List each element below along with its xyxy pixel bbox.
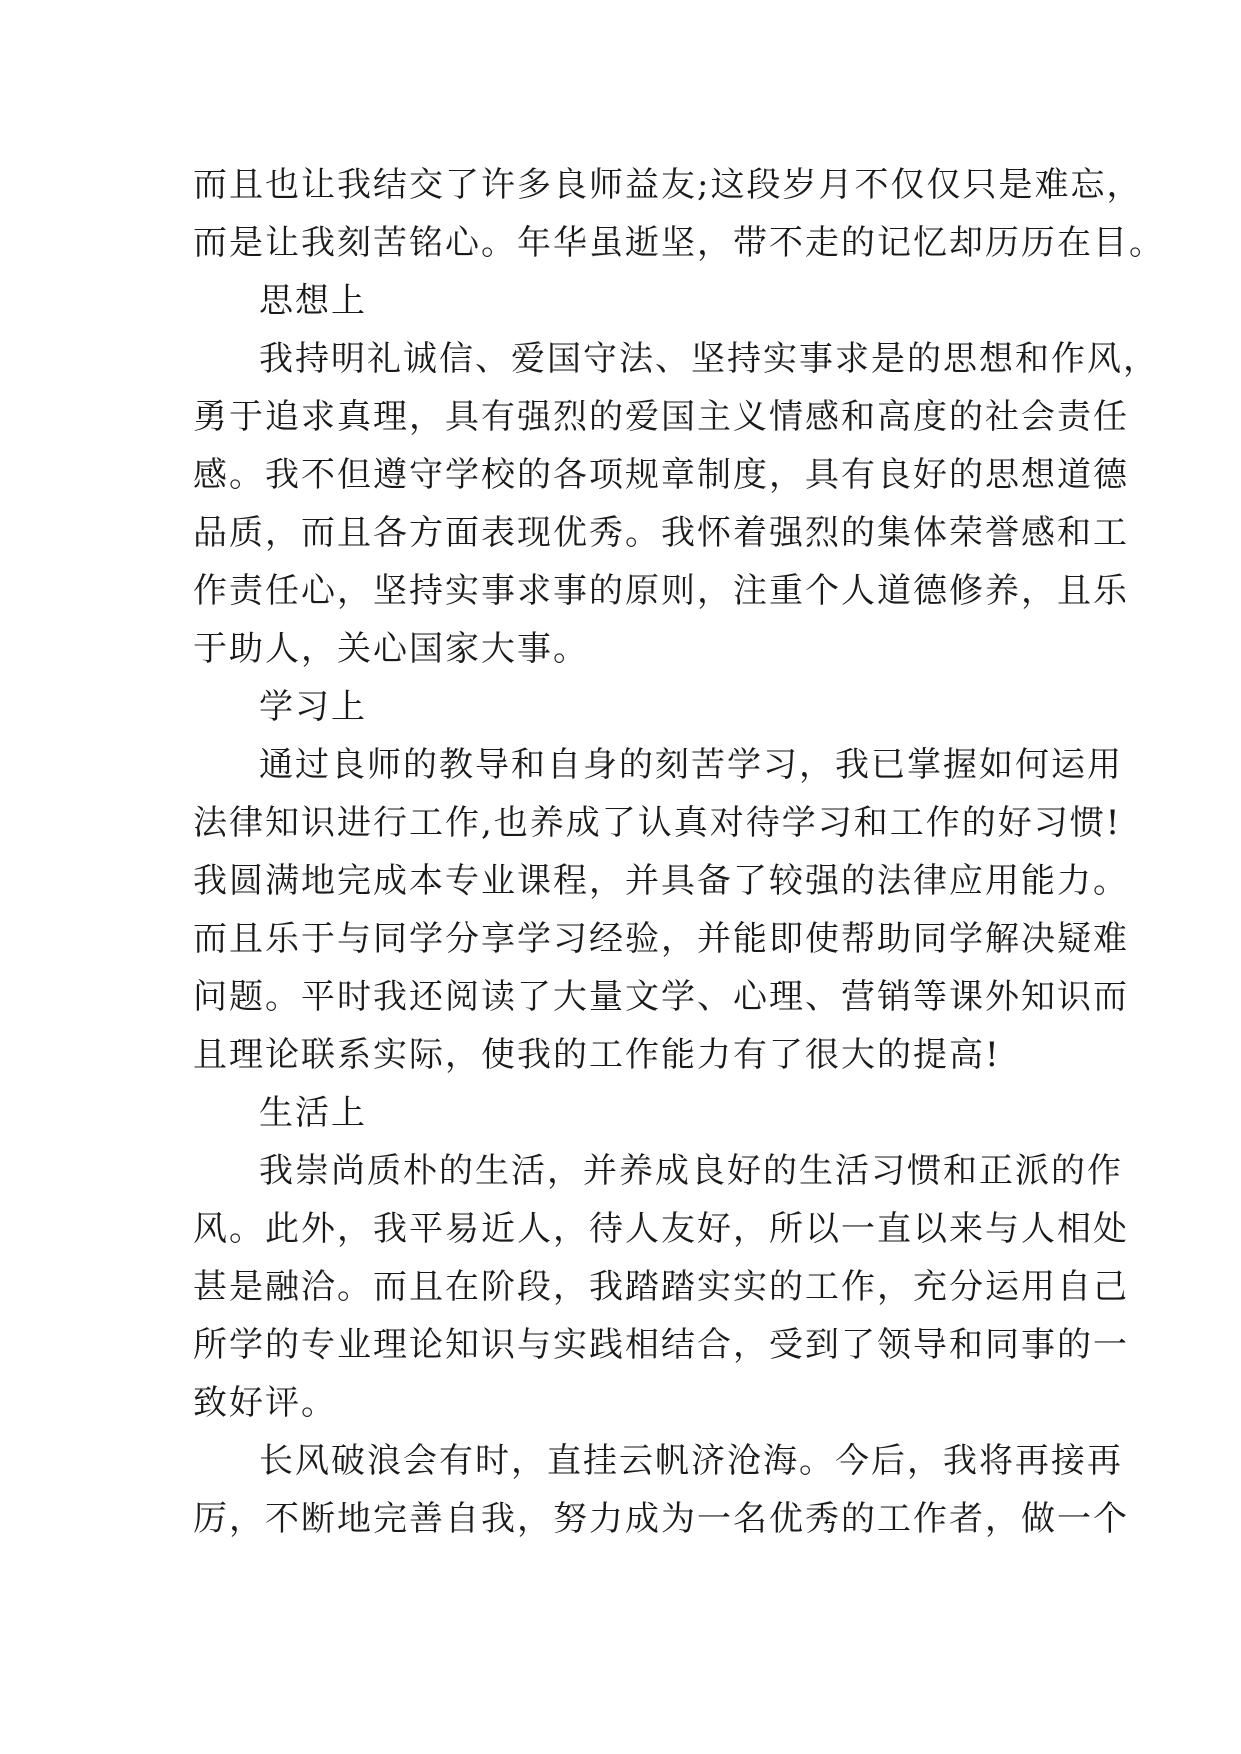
body-text-line: 厉，不断地完善自我，努力成为一名优秀的工作者，做一个 bbox=[193, 1499, 1129, 1539]
body-text-line: 而且也让我结交了许多良师益友;这段岁月不仅仅只是难忘， bbox=[193, 165, 1143, 205]
body-text-line: 我持明礼诚信、爱国守法、坚持实事求是的思想和作风， bbox=[259, 339, 1159, 379]
body-text-line: 法律知识进行工作,也养成了认真对待学习和工作的好习惯! bbox=[193, 803, 1122, 843]
body-text-line: 长风破浪会有时，直挂云帆济沧海。今后，我将再接再 bbox=[259, 1441, 1123, 1481]
section-heading-thought: 思想上 bbox=[259, 281, 367, 321]
body-text-line: 通过良师的教导和自身的刻苦学习，我已掌握如何运用 bbox=[259, 745, 1123, 785]
section-heading-life: 生活上 bbox=[259, 1093, 367, 1133]
section-heading-study: 学习上 bbox=[259, 687, 367, 727]
document-body bbox=[193, 156, 1165, 1548]
body-text-line: 风。此外，我平易近人，待人友好，所以一直以来与人相处 bbox=[193, 1209, 1129, 1249]
body-text-line: 勇于追求真理，具有强烈的爱国主义情感和高度的社会责任 bbox=[193, 397, 1129, 437]
body-text-line: 于助人，关心国家大事。 bbox=[193, 629, 589, 669]
body-text-line: 品质，而且各方面表现优秀。我怀着强烈的集体荣誉感和工 bbox=[193, 513, 1129, 553]
body-text-line: 问题。平时我还阅读了大量文学、心理、营销等课外知识而 bbox=[193, 977, 1129, 1017]
body-text-line: 致好评。 bbox=[193, 1383, 337, 1423]
body-text-line: 作责任心，坚持实事求事的原则，注重个人道德修养，且乐 bbox=[193, 571, 1129, 611]
body-text-line: 我圆满地完成本专业课程，并具备了较强的法律应用能力。 bbox=[193, 861, 1129, 901]
body-text-line: 所学的专业理论知识与实践相结合，受到了领导和同事的一 bbox=[193, 1325, 1129, 1365]
body-text-line: 而是让我刻苦铭心。年华虽逝坚，带不走的记忆却历历在目。 bbox=[193, 223, 1165, 263]
body-text-line: 甚是融洽。而且在阶段，我踏踏实实的工作，充分运用自己 bbox=[193, 1267, 1129, 1307]
body-text-line: 且理论联系实际，使我的工作能力有了很大的提高! bbox=[193, 1035, 1001, 1075]
body-text-line: 感。我不但遵守学校的各项规章制度，具有良好的思想道德 bbox=[193, 455, 1129, 495]
body-text-line: 我崇尚质朴的生活，并养成良好的生活习惯和正派的作 bbox=[259, 1151, 1123, 1191]
body-text-line: 而且乐于与同学分享学习经验，并能即使帮助同学解决疑难 bbox=[193, 919, 1129, 959]
